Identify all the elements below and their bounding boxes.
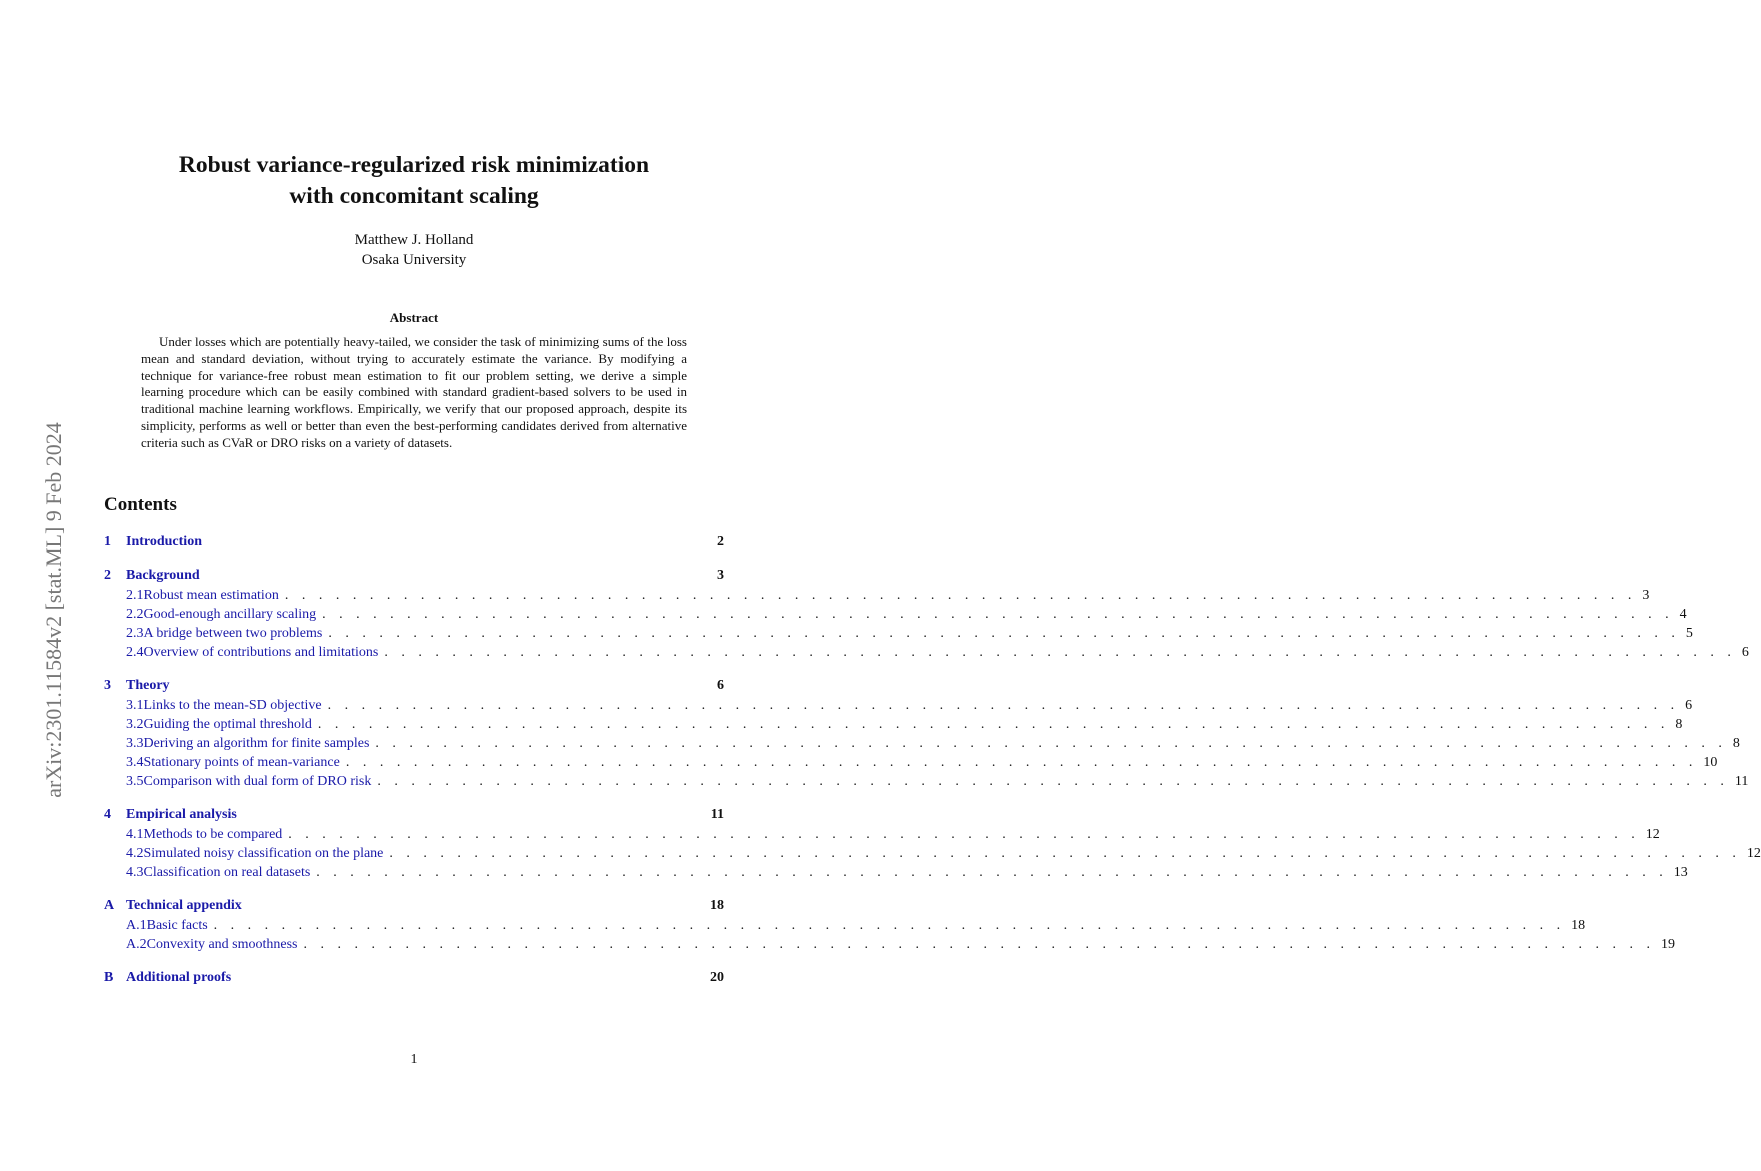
toc-section-link[interactable]: Empirical analysis (126, 807, 237, 822)
toc-subsection-page: 3 (1642, 588, 1650, 603)
toc-subsection[interactable] (104, 863, 1688, 882)
toc-subsection[interactable] (104, 643, 1749, 662)
toc-subsection-link[interactable]: Guiding the optimal threshold (143, 717, 312, 732)
toc-subsection-link[interactable]: Good-enough ancillary scaling (143, 607, 317, 622)
toc-subsection[interactable] (104, 696, 1693, 715)
toc-subsection-page: 5 (1685, 626, 1693, 641)
toc-subsection[interactable] (104, 772, 1749, 791)
toc-subsection-link[interactable]: Convexity and smoothness (146, 937, 298, 952)
toc-section[interactable] (104, 676, 724, 696)
author-name: Matthew J. Holland (354, 232, 474, 248)
toc-subsection-number[interactable]: 4.1 (126, 827, 144, 842)
toc-subsection-page: 4 (1679, 607, 1687, 622)
toc-subsection[interactable] (104, 734, 1740, 753)
toc-subsection-number[interactable]: A.1 (126, 918, 147, 933)
toc-subsection-link[interactable]: Basic facts (146, 918, 208, 933)
toc-section-link[interactable]: Theory (126, 678, 170, 693)
toc-subsection-number[interactable]: 3.5 (126, 774, 144, 789)
toc-section-page: 2 (717, 534, 724, 549)
toc-section-number[interactable]: A (104, 898, 115, 913)
toc-section-page: 18 (710, 898, 724, 913)
title-line-2: with concomitant scaling (289, 183, 539, 209)
toc-leader-dots: . . . . . . . . . . . . . . . . . . . . . . . . . . . . . . . . . . . . . . . . . . . . . . . . . . . . . . . . . . . . . . . . . . . . . . . . . . . . . . . . (389, 846, 1741, 861)
toc-subsection-link[interactable]: Methods to be compared (143, 827, 283, 842)
page-number: 1 (410, 1052, 418, 1067)
toc-subsection-page: 18 (1571, 918, 1586, 933)
table-of-contents (104, 532, 1761, 988)
toc-subsection-number[interactable]: 3.1 (126, 698, 144, 713)
toc-subsection-link[interactable]: Simulated noisy classification on the plane (143, 846, 384, 861)
toc-leader-dots: . . . . . . . . . . . . . . . . . . . . . . . . . . . . . . . . . . . . . . . . . . . . . . . . . . . . . . . . . . . . . . . . . . . . . . . . . . . . . . . . (316, 865, 1668, 880)
toc-subsection-number[interactable]: 2.4 (126, 645, 144, 660)
toc-gap (104, 662, 724, 676)
toc-subsection-page: 6 (1685, 698, 1693, 713)
toc-leader-dots: . . . . . . . . . . . . . . . . . . . . . . . . . . . . . . . . . . . . . . . . . . . . . . . . . . . . . . . . . . . . . . . . . . . . . . . . . . . . . . . . (303, 937, 1656, 952)
toc-subsection-link[interactable]: Links to the mean-SD objective (143, 698, 322, 713)
toc-leader-dots: . . . . . . . . . . . . . . . . . . . . . . . . . . . . . . . . . . . . . . . . . . . . . . . . . . . . . . . . . . . . . . . . . . . . . . . . . . . . . . . . (384, 645, 1736, 660)
author-affiliation: Osaka University (361, 252, 467, 268)
toc-subsection[interactable] (104, 605, 1687, 624)
toc-section-page: 20 (710, 970, 724, 985)
toc-subsection-number[interactable]: 2.1 (126, 588, 144, 603)
toc-subsection-page: 19 (1661, 937, 1676, 952)
toc-section-link[interactable]: Technical appendix (126, 898, 242, 913)
toc-section-number[interactable]: 1 (104, 534, 111, 549)
toc-leader-dots: . . . . . . . . . . . . . . . . . . . . . . . . . . . . . . . . . . . . . . . . . . . . . . . . . . . . . . . . . . . . . . . . . . . . . . . . . . . . . . . . (322, 607, 1674, 622)
toc-subsection-link[interactable]: Overview of contributions and limitations (143, 645, 379, 660)
toc-subsection-link[interactable]: Stationary points of mean-variance (143, 755, 340, 770)
toc-gap (104, 882, 724, 896)
toc-leader-dots: . . . . . . . . . . . . . . . . . . . . . . . . . . . . . . . . . . . . . . . . . . . . . . . . . . . . . . . . . . . . . . . . . . . . . . . . . . . . . . . . (288, 827, 1640, 842)
toc-subsection-page: 12 (1645, 827, 1660, 842)
toc-subsection-link[interactable]: Robust mean estimation (143, 588, 279, 603)
toc-subsection-page: 8 (1732, 736, 1740, 751)
toc-subsection-link[interactable]: Comparison with dual form of DRO risk (143, 774, 372, 789)
toc-subsection[interactable] (104, 715, 1683, 734)
toc-subsection[interactable] (104, 586, 1650, 605)
toc-subsection-number[interactable]: A.2 (126, 937, 147, 952)
toc-subsection-page: 10 (1703, 755, 1718, 770)
toc-subsection-page: 11 (1734, 774, 1749, 789)
toc-section-link[interactable]: Additional proofs (126, 970, 232, 985)
arxiv-identifier: arXiv:2301.11584v2 [stat.ML] 9 Feb 2024 (41, 422, 66, 798)
toc-gap (104, 791, 724, 805)
toc-gap (104, 954, 724, 968)
toc-leader-dots: . . . . . . . . . . . . . . . . . . . . . . . . . . . . . . . . . . . . . . . . . . . . . . . . . . . . . . . . . . . . . . . . . . . . . . . . . . . . . . . . (375, 736, 1727, 751)
toc-section[interactable] (104, 968, 724, 988)
toc-leader-dots: . . . . . . . . . . . . . . . . . . . . . . . . . . . . . . . . . . . . . . . . . . . . . . . . . . . . . . . . . . . . . . . . . . . . . . . . . . . . . . . . (284, 588, 1637, 603)
toc-leader-dots: . . . . . . . . . . . . . . . . . . . . . . . . . . . . . . . . . . . . . . . . . . . . . . . . . . . . . . . . . . . . . . . . . . . . . . . . . . . . . . . . (328, 626, 1680, 641)
toc-subsection-page: 12 (1746, 846, 1761, 861)
toc-subsection[interactable] (104, 844, 1761, 863)
toc-subsection[interactable] (104, 916, 1586, 935)
toc-subsection[interactable] (104, 825, 1660, 844)
toc-section-page: 3 (717, 568, 724, 583)
toc-subsection-number[interactable]: 3.4 (126, 755, 144, 770)
toc-section-number[interactable]: B (104, 970, 114, 985)
toc-section-link[interactable]: Background (126, 568, 200, 583)
toc-subsection-number[interactable]: 2.2 (126, 607, 144, 622)
toc-section[interactable] (104, 532, 724, 552)
toc-leader-dots: . . . . . . . . . . . . . . . . . . . . . . . . . . . . . . . . . . . . . . . . . . . . . . . . . . . . . . . . . . . . . . . . . . . . . . . . . . . . . . . . (327, 698, 1680, 713)
toc-section[interactable] (104, 566, 724, 586)
toc-subsection-link[interactable]: A bridge between two problems (143, 626, 323, 641)
toc-gap (104, 552, 724, 566)
toc-subsection-page: 8 (1675, 717, 1683, 732)
toc-subsection-page: 6 (1741, 645, 1749, 660)
toc-leader-dots: . . . . . . . . . . . . . . . . . . . . . . . . . . . . . . . . . . . . . . . . . . . . . . . . . . . . . . . . . . . . . . . . . . . . . . . . . . . . . . . . (377, 774, 1729, 789)
toc-subsection-number[interactable]: 3.2 (126, 717, 144, 732)
toc-section-number[interactable]: 2 (104, 568, 111, 583)
toc-subsection[interactable] (104, 935, 1676, 954)
abstract-text: Under losses which are potentially heavy-tailed, we consider the task of minimizing sums of the loss mean and standard deviation, without trying to accurately estimate the variance. By modifying a technique for variance-free robust mean estimation to fit our problem setting, we derive a simple learning procedure which can be easily combined with standard gradient-based solvers to be used in traditional machine learning workflows. Empirically, we verify that our proposed approach, despite its simplicity, performs as well or better than even the best-performing candidates derived from alternative criteria such as CVaR or DRO risks on a variety of datasets. (141, 334, 687, 450)
toc-subsection-number[interactable]: 2.3 (126, 626, 144, 641)
toc-subsection-number[interactable]: 4.2 (126, 846, 144, 861)
abstract-heading: Abstract (389, 310, 439, 325)
paper-title (104, 150, 724, 212)
toc-subsection-page: 13 (1673, 865, 1688, 880)
toc-subsection-number[interactable]: 3.3 (126, 736, 144, 751)
toc-section-number[interactable]: 4 (104, 807, 111, 822)
toc-leader-dots: . . . . . . . . . . . . . . . . . . . . . . . . . . . . . . . . . . . . . . . . . . . . . . . . . . . . . . . . . . . . . . . . . . . . . . . . . . . . . . . . (213, 918, 1566, 933)
toc-subsection[interactable] (104, 753, 1718, 772)
toc-subsection-number[interactable]: 4.3 (126, 865, 144, 880)
contents-heading: Contents (104, 494, 177, 515)
toc-section-page: 6 (717, 678, 724, 693)
toc-section-page: 11 (710, 807, 724, 822)
toc-section[interactable] (104, 805, 724, 825)
toc-section-number[interactable]: 3 (104, 678, 111, 693)
toc-section[interactable] (104, 896, 724, 916)
toc-subsection-link[interactable]: Deriving an algorithm for finite samples (143, 736, 370, 751)
toc-leader-dots: . . . . . . . . . . . . . . . . . . . . . . . . . . . . . . . . . . . . . . . . . . . . . . . . . . . . . . . . . . . . . . . . . . . . . . . . . . . . . . . . (317, 717, 1670, 732)
toc-subsection-link[interactable]: Classification on real datasets (143, 865, 311, 880)
toc-leader-dots: . . . . . . . . . . . . . . . . . . . . . . . . . . . . . . . . . . . . . . . . . . . . . . . . . . . . . . . . . . . . . . . . . . . . . . . . . . . . . . . . (345, 755, 1698, 770)
toc-section-link[interactable]: Introduction (126, 534, 202, 549)
title-line-1: Robust variance-regularized risk minimization (178, 152, 650, 178)
toc-subsection[interactable] (104, 624, 1693, 643)
